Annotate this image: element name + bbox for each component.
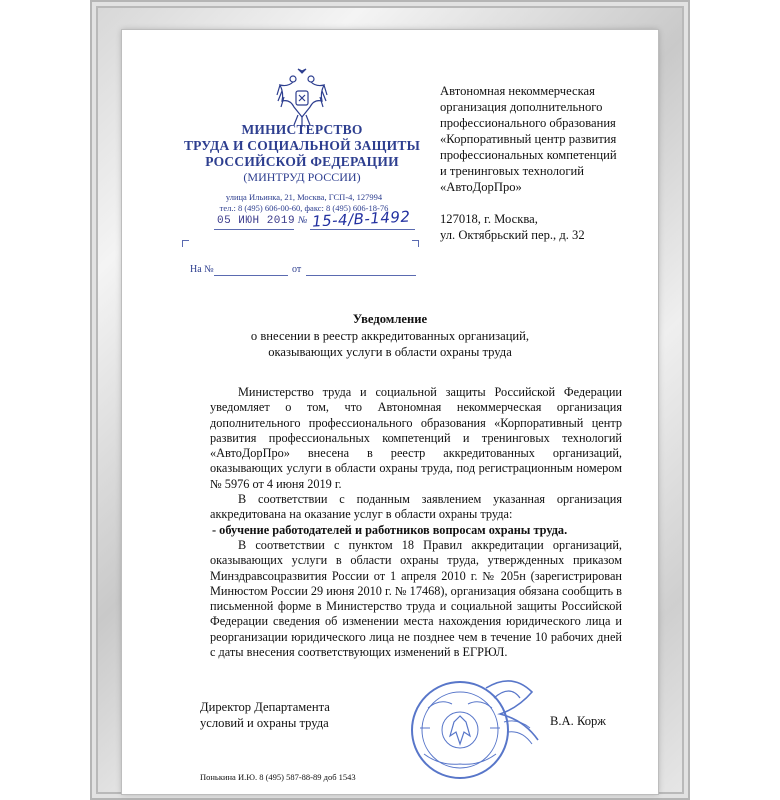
signatory-position-line-1: Директор Департамента bbox=[200, 700, 330, 714]
letter-page bbox=[122, 30, 658, 794]
ministry-line-2: ТРУДА И СОЦИАЛЬНОЙ ЗАЩИТЫ bbox=[183, 138, 421, 153]
date-stamp: 05 ИЮН 2019 bbox=[217, 215, 296, 227]
date-underline bbox=[214, 229, 294, 230]
ministry-line-1: МИНИСТЕРСТВО bbox=[241, 122, 363, 137]
notice-subtitle bbox=[122, 328, 658, 360]
reference-number-label: На № bbox=[190, 264, 214, 275]
recipient-line-6: и тренинговых технологий bbox=[440, 164, 584, 178]
address-line-1: улица Ильинка, 21, Москва, ГСП-4, 127994 bbox=[225, 192, 383, 202]
reg-number-underline bbox=[310, 229, 415, 230]
corner-bracket-right bbox=[412, 240, 419, 247]
recipient-line-5: профессиональных компетенций bbox=[440, 148, 617, 162]
body-paragraph-1: Министерство труда и социальной защиты Российской Федерации уведомляет о том, что Автономная некоммерческая организация дополнительного профессионального образования «Корпоративный центр развития профессиональных компетенций и тренинговых технологий «АвтоДорПро» внесена в реестр аккредитованных организаций, оказывающих услуги в области охраны труда, под регистрационным номером № 5976 от 4 июня 2019 г. bbox=[210, 385, 622, 491]
reference-number-line bbox=[214, 275, 288, 276]
recipient-line-4: «Корпоративный центр развития bbox=[440, 132, 617, 146]
reg-number-label: № bbox=[298, 215, 308, 226]
signatory-position bbox=[200, 699, 330, 731]
body-paragraph-2: В соответствии с поданным заявлением указанная организация аккредитована на оказание услуг в области охраны труда: bbox=[210, 492, 622, 522]
ministry-line-3: РОССИЙСКОЙ ФЕДЕРАЦИИ bbox=[205, 154, 399, 169]
ministry-name-block bbox=[182, 122, 422, 185]
recipient-line-2: организация дополнительного bbox=[440, 100, 603, 114]
letter-body bbox=[210, 385, 622, 660]
address-line-2: тел.: 8 (495) 606-00-60, факс: 8 (495) 606-18-76 bbox=[219, 203, 389, 213]
coat-of-arms-emblem bbox=[274, 67, 330, 129]
recipient-address-line-1: 127018, г. Москва, bbox=[440, 212, 538, 226]
recipient-block bbox=[440, 83, 655, 195]
corner-bracket-left bbox=[182, 240, 189, 247]
notice-title: Уведомление bbox=[352, 312, 428, 326]
recipient-line-1: Автономная некоммерческая bbox=[440, 84, 595, 98]
accreditation-item: - обучение работодателей и работников вопросам охраны труда. bbox=[212, 522, 568, 537]
signatory-name: В.А. Корж bbox=[550, 714, 607, 728]
signatory-position-line-2: условий и охраны труда bbox=[200, 716, 329, 730]
notice-subtitle-line-1: о внесении в реестр аккредитованных организаций, bbox=[250, 329, 530, 343]
reference-date-line bbox=[306, 275, 416, 276]
recipient-address bbox=[440, 211, 655, 243]
recipient-address-line-2: ул. Октябрьский пер., д. 32 bbox=[440, 228, 585, 242]
body-paragraph-3: В соответствии с пунктом 18 Правил аккредитации организаций, оказывающих услуги в области охраны труда, утвержденных приказом Минздравсоцразвития России от 1 апреля 2010 г. № 205н (зарегистрирован Минюстом России 29 июня 2010 г. № 17468), организация обязана сообщить в письменной форме в Министерство труда и социальной защиты Российской Федерации сведения об изменении места нахождения юридического лица и реорганизации юридического лица не позднее чем в течение 10 рабочих дней с даты внесения соответствующих изменений в ЕГРЮЛ. bbox=[210, 537, 622, 660]
official-seal bbox=[400, 658, 550, 794]
handwritten-reg-number: 15-4/В-1492 bbox=[311, 207, 411, 231]
contact-footer: Понькина И.Ю. 8 (495) 587-88-89 доб 1543 bbox=[200, 772, 356, 782]
recipient-line-3: профессионального образования bbox=[440, 116, 616, 130]
reference-date-label: от bbox=[292, 264, 302, 275]
notice-subtitle-line-2: оказывающих услуги в области охраны труда bbox=[268, 345, 512, 359]
recipient-line-7: «АвтоДорПро» bbox=[440, 180, 522, 194]
ministry-short-name: (МИНТРУД РОССИИ) bbox=[243, 170, 361, 184]
